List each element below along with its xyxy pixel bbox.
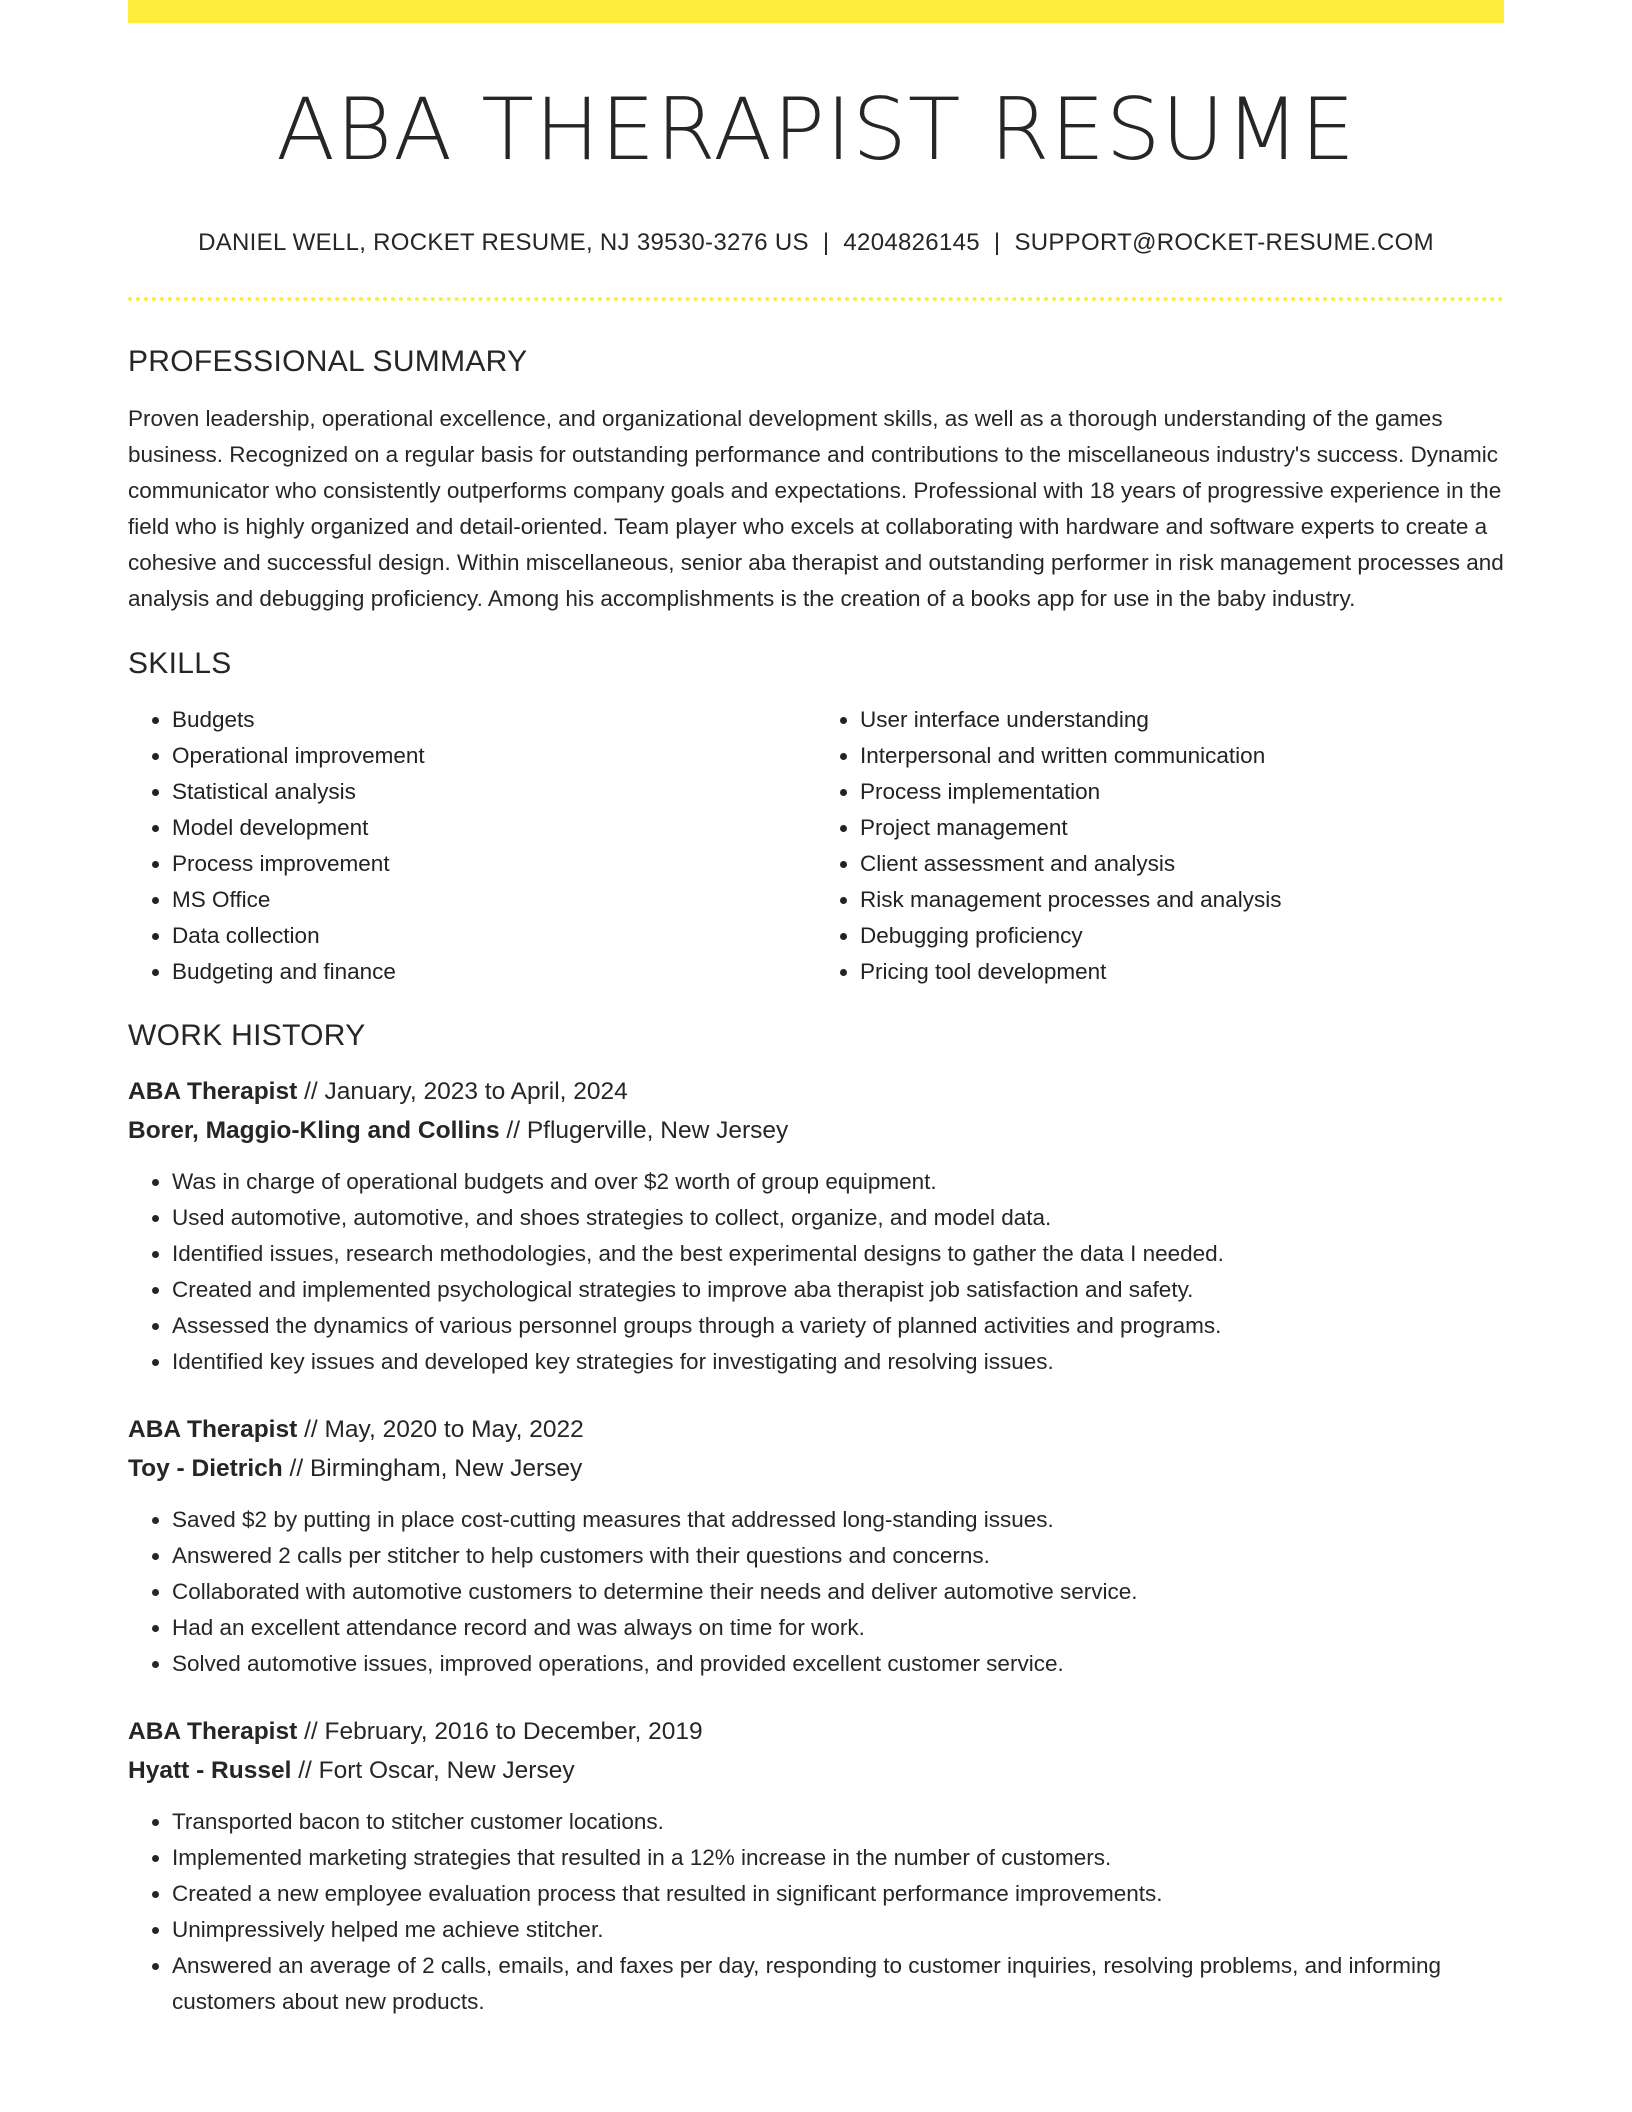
job-bullet: • Was in charge of operational budgets and over $2 worth of group equipment. bbox=[172, 1164, 1504, 1200]
job-bullet: • Transported bacon to stitcher customer locations. bbox=[172, 1804, 1504, 1840]
contact-email: SUPPORT@ROCKET-RESUME.COM bbox=[1014, 228, 1434, 256]
work-history-heading: WORK HISTORY bbox=[128, 1018, 366, 1052]
job-company: Toy - Dietrich bbox=[128, 1454, 283, 1482]
job-dates: // February, 2016 to December, 2019 bbox=[297, 1717, 703, 1745]
summary-heading: PROFESSIONAL SUMMARY bbox=[128, 344, 528, 378]
skill-item: • Risk management processes and analysis bbox=[860, 882, 1504, 918]
job-bullet: • Had an excellent attendance record and was always on time for work. bbox=[172, 1610, 1504, 1646]
job-title: ABA Therapist bbox=[128, 1717, 298, 1745]
job-bullets bbox=[128, 1804, 1504, 2020]
job-company-line bbox=[128, 1751, 1504, 1790]
contact-address: DANIEL WELL, ROCKET RESUME, NJ 39530-3276 US bbox=[198, 228, 809, 256]
job-entry bbox=[128, 1072, 1504, 1380]
resume-page bbox=[128, 0, 1504, 2020]
job-company: Hyatt - Russel bbox=[128, 1756, 292, 1784]
contact-separator: | bbox=[993, 228, 1001, 256]
skill-item: • User interface understanding bbox=[860, 702, 1504, 738]
job-entry bbox=[128, 1410, 1504, 1682]
skill-item: • Operational improvement bbox=[172, 738, 816, 774]
job-bullet: • Assessed the dynamics of various personnel groups through a variety of planned activities and programs. bbox=[172, 1308, 1504, 1344]
skill-item: • Pricing tool development bbox=[860, 954, 1504, 990]
skills-heading: SKILLS bbox=[128, 646, 232, 680]
job-company: Borer, Maggio-Kling and Collins bbox=[128, 1116, 500, 1144]
job-title: ABA Therapist bbox=[128, 1415, 298, 1443]
job-company-line bbox=[128, 1449, 1504, 1488]
job-dates: // May, 2020 to May, 2022 bbox=[297, 1415, 584, 1443]
contact-line bbox=[128, 229, 1504, 257]
job-title-line bbox=[128, 1410, 1504, 1449]
skill-item: • Process improvement bbox=[172, 846, 816, 882]
job-location: // Birmingham, New Jersey bbox=[282, 1454, 583, 1482]
job-entry bbox=[128, 1712, 1504, 2020]
skill-item: • Budgeting and finance bbox=[172, 954, 816, 990]
skill-item: • Project management bbox=[860, 810, 1504, 846]
skill-item: • Budgets bbox=[172, 702, 816, 738]
skill-item: • Client assessment and analysis bbox=[860, 846, 1504, 882]
skill-item: • MS Office bbox=[172, 882, 816, 918]
job-bullet: • Created and implemented psychological strategies to improve aba therapist job satisfaction and safety. bbox=[172, 1272, 1504, 1308]
job-bullet: • Answered an average of 2 calls, emails, and faxes per day, responding to customer inquiries, resolving problems, and informing customers about new products. bbox=[172, 1948, 1504, 2020]
skills-list bbox=[128, 702, 1504, 990]
contact-separator: | bbox=[822, 228, 830, 256]
dotted-divider bbox=[128, 297, 1504, 301]
skill-item: • Model development bbox=[172, 810, 816, 846]
job-location: // Pflugerville, New Jersey bbox=[499, 1116, 789, 1144]
accent-top-bar bbox=[128, 0, 1504, 23]
job-location: // Fort Oscar, New Jersey bbox=[291, 1756, 575, 1784]
job-bullet: • Saved $2 by putting in place cost-cutting measures that addressed long-standing issues. bbox=[172, 1502, 1504, 1538]
skill-item: • Statistical analysis bbox=[172, 774, 816, 810]
job-bullets bbox=[128, 1164, 1504, 1380]
skill-item: • Debugging proficiency bbox=[860, 918, 1504, 954]
job-title-line bbox=[128, 1712, 1504, 1751]
resume-title: ABA THERAPIST RESUME bbox=[276, 80, 1356, 180]
skills-column-right bbox=[816, 702, 1504, 990]
summary-text: Proven leadership, operational excellence, and organizational development skills, as well as a thorough understanding of the games business. Recognized on a regular basis for outstanding performance and contributions to the miscellaneous industry's success. Dynamic communicator who consistently outperforms company goals and expectations. Professional with 18 years of progressive experience in the field who is highly organized and detail-oriented. Team player who excels at collaborating with hardware and software experts to create a cohesive and successful design. Within miscellaneous, senior aba therapist and outstanding performer in risk management processes and analysis and debugging proficiency. Among his accomplishments is the creation of a books app for use in the baby industry. bbox=[128, 405, 1504, 611]
skills-column-left bbox=[128, 702, 816, 990]
job-bullet: • Created a new employee evaluation process that resulted in significant performance improvements. bbox=[172, 1876, 1504, 1912]
job-title: ABA Therapist bbox=[128, 1077, 298, 1105]
job-bullet: • Collaborated with automotive customers to determine their needs and deliver automotive service. bbox=[172, 1574, 1504, 1610]
job-company-line bbox=[128, 1111, 1504, 1150]
job-bullets bbox=[128, 1502, 1504, 1682]
skill-item: • Interpersonal and written communication bbox=[860, 738, 1504, 774]
contact-phone: 4204826145 bbox=[843, 228, 980, 256]
job-bullet: • Solved automotive issues, improved operations, and provided excellent customer service. bbox=[172, 1646, 1504, 1682]
job-bullet: • Used automotive, automotive, and shoes strategies to collect, organize, and model data. bbox=[172, 1200, 1504, 1236]
job-bullet: • Unimpressively helped me achieve stitcher. bbox=[172, 1912, 1504, 1948]
job-bullet: • Implemented marketing strategies that resulted in a 12% increase in the number of customers. bbox=[172, 1840, 1504, 1876]
job-bullet: • Answered 2 calls per stitcher to help customers with their questions and concerns. bbox=[172, 1538, 1504, 1574]
job-title-line bbox=[128, 1072, 1504, 1111]
skill-item: • Process implementation bbox=[860, 774, 1504, 810]
job-dates: // January, 2023 to April, 2024 bbox=[297, 1077, 628, 1105]
skill-item: • Data collection bbox=[172, 918, 816, 954]
job-bullet: • Identified issues, research methodologies, and the best experimental designs to gather the data I needed. bbox=[172, 1236, 1504, 1272]
job-bullet: • Identified key issues and developed key strategies for investigating and resolving issues. bbox=[172, 1344, 1504, 1380]
